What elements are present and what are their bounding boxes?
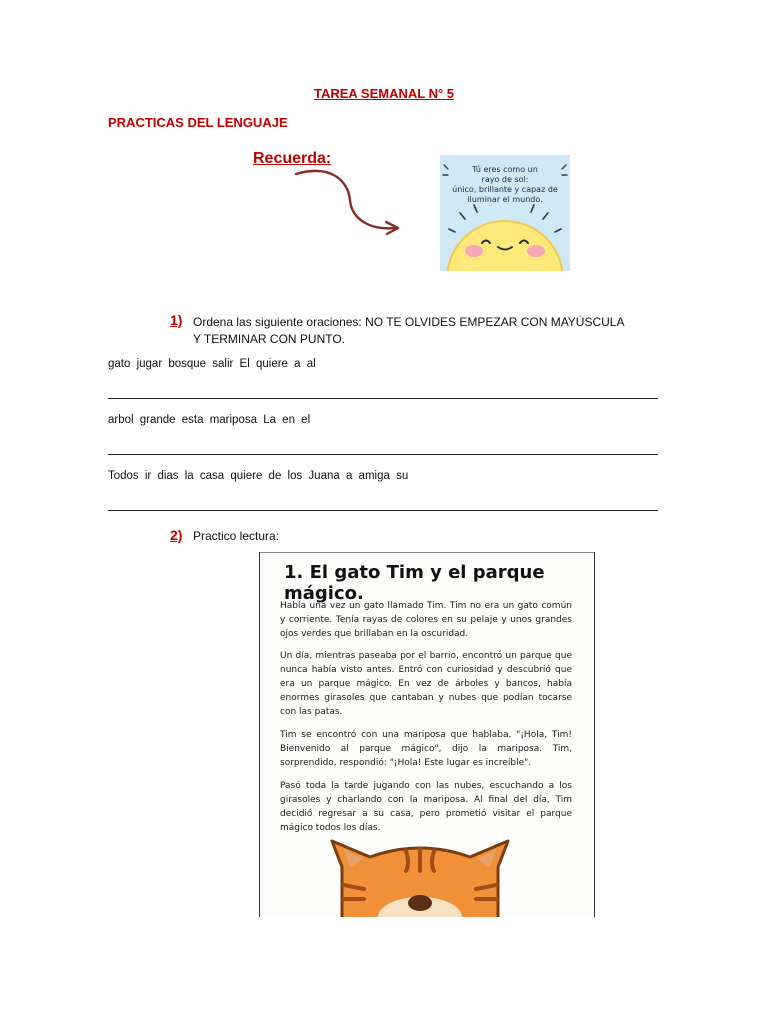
subject-heading: PRACTICAS DEL LENGUAJE xyxy=(108,115,288,130)
reminder-label: Recuerda: xyxy=(253,150,332,167)
reading-title: 1. El gato Tim y el parque mágico. xyxy=(284,562,545,604)
curved-arrow-icon xyxy=(290,166,410,238)
answer-line-3[interactable] xyxy=(108,510,658,511)
sun-quote-card xyxy=(440,155,570,271)
sun-quote-text: Tú eres como un rayo de sol: único, brillante y capaz de iluminar el mundo. xyxy=(452,165,558,204)
exercise-1-number: 1) xyxy=(170,312,183,328)
scrambled-sentence-1: gato jugar bosque salir El quiere a al xyxy=(108,358,316,370)
page-title: TAREA SEMANAL N° 5 xyxy=(313,86,455,101)
exercise-1-instruction: Ordena las siguiente oraciones: NO TE OLVIDES EMPEZAR CON MAYÚSCULA Y TERMINAR CON PUNTO. xyxy=(193,315,624,346)
answer-line-1[interactable] xyxy=(108,398,658,399)
smiling-sun-illustration xyxy=(440,155,570,271)
scrambled-sentence-2: arbol grande esta mariposa La en el xyxy=(108,414,311,426)
reading-paragraph-2: Un día, mientras paseaba por el barrio, encontró un parque que nunca había visto antes. Entró con curiosidad y descubrió que era un parque mágico. En vez de árboles y bancos, había enormes girasoles que cantaban y nubes que podían tocarse con las patas. xyxy=(280,651,572,717)
reading-paragraph-4: Pasó toda la tarde jugando con las nubes, escuchando a los girasoles y charlando con la mariposa. Al final del día, Tim decidió regresar a su casa, pero prometió visitar el parque mágico todos los días. xyxy=(280,781,572,833)
reading-paragraph-3: Tim se encontró con una mariposa que hablaba. "¡Hola, Tim! Bienvenido al parque mágico", dijo la mariposa. Tim, sorprendido, respondió: "¡Hola! Este lugar es increíble". xyxy=(280,730,572,768)
reading-top-rule xyxy=(260,552,594,553)
answer-line-2[interactable] xyxy=(108,454,658,455)
orange-cat-illustration xyxy=(320,837,520,917)
reading-paragraph-1: Había una vez un gato llamado Tim. Tim no era un gato común y corriente. Tenía rayas de colores en su pelaje y unos grandes ojos verdes que brillaban en la oscuridad. xyxy=(280,601,572,639)
exercise-2-instruction: Practico lectura: xyxy=(193,529,280,543)
reading-passage xyxy=(259,552,595,917)
exercise-2-number: 2) xyxy=(170,527,183,543)
scrambled-sentence-3: Todos ir dias la casa quiere de los Juana a amiga su xyxy=(108,470,409,482)
